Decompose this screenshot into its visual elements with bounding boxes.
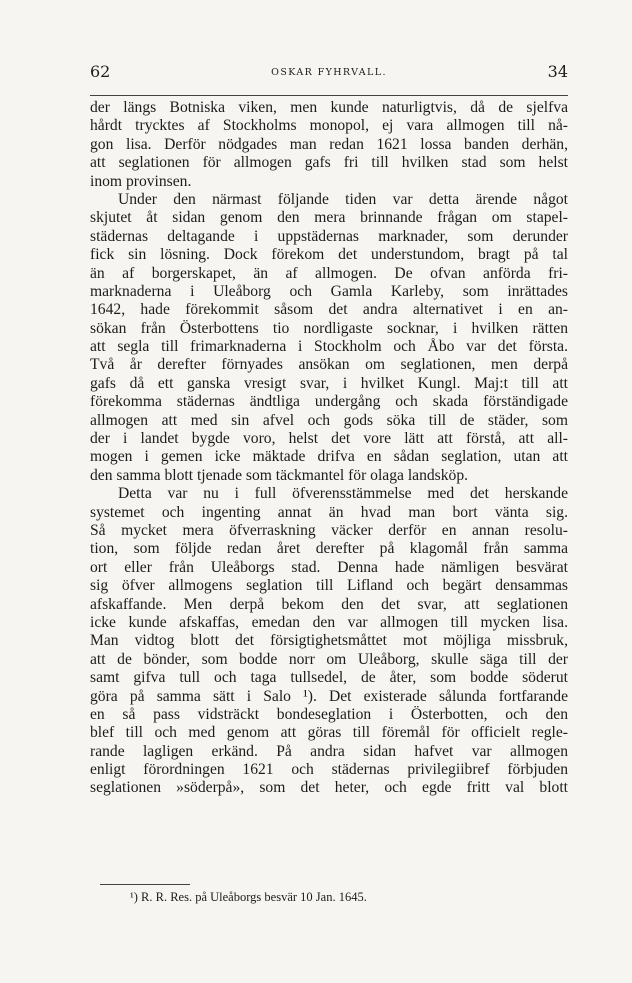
page-header bbox=[90, 62, 568, 86]
body-text bbox=[90, 99, 568, 798]
text-line: att de bönder, som bodde norr om Uleåborg, skulle säga till der bbox=[90, 650, 568, 668]
text-line: sökan från Österbottens tio nordligaste socknar, i hvilken rätten bbox=[90, 319, 568, 337]
text-line: Detta var nu i full öfverensstämmelse med det herskande bbox=[118, 485, 568, 503]
page-number-right: 34 bbox=[547, 62, 568, 81]
text-line: än af borgerskapet, än af allmogen. De ofvan anförda fri- bbox=[90, 264, 568, 282]
text-line: marknaderna i Uleåborg och Gamla Karleby, som inrättades bbox=[90, 282, 568, 300]
text-line: enligt förordningen 1621 och städernas privilegiibref förbjuden bbox=[90, 761, 568, 779]
footnote-rule bbox=[100, 884, 190, 885]
text-line: Så mycket mera öfverraskning väcker derför en annan resolu- bbox=[90, 521, 568, 539]
text-line: mogen i gemen icke mäktade drifva en sådan seglation, utan att bbox=[90, 448, 568, 466]
text-line: samt gifva tull och taga tullsedel, de åter, som bodde söderut bbox=[90, 669, 568, 687]
text-line: att segla till frimarknaderna i Stockholm och Åbo var det första. bbox=[90, 338, 568, 356]
text-line: der i landet bygde voro, helst det vore lätt att förstå, att all- bbox=[90, 430, 568, 448]
text-line: sig öfver allmogens seglation till Lifland och begärt densammas bbox=[90, 577, 568, 595]
text-line: förekomma städernas ändtliga undergång och skada förständigade bbox=[90, 393, 568, 411]
text-line: rande lagligen erkänd. På andra sidan hafvet var allmogen bbox=[90, 742, 568, 760]
text-line: ort eller från Uleåborgs stad. Denna hade nämligen besvärat bbox=[90, 558, 568, 576]
text-line: 1642, hade förekommit såsom det andra alternativet i en an- bbox=[90, 301, 568, 319]
text-line: tion, som följde redan året derefter på klagomål från samma bbox=[90, 540, 568, 558]
text-line: afskaffande. Men derpå bekom den det svar, att seglationen bbox=[90, 595, 568, 613]
text-line: att seglationen för allmogen gafs fri till hvilken stad som helst bbox=[90, 154, 568, 172]
header-rule bbox=[90, 95, 568, 96]
footnote: ¹) R. R. Res. på Uleåborgs besvär 10 Jan. 1645. bbox=[130, 890, 367, 904]
text-line: der längs Botniska viken, men kunde naturligtvis, då de sjelfva bbox=[90, 99, 568, 116]
text-line: blef till och med genom att göras till föremål för officielt regle- bbox=[90, 724, 568, 742]
text-line: Man vidtog blott det försigtighetsmåttet mot möjliga missbruk, bbox=[90, 632, 568, 650]
text-line: skjutet åt sidan genom den mera brinnande frågan om stapel- bbox=[90, 209, 568, 227]
page-number-left: 62 bbox=[90, 62, 111, 81]
text-line: seglationen »söderpå», som det heter, och egde fritt val blott bbox=[90, 779, 568, 797]
text-line: Under den närmast följande tiden var detta ärende något bbox=[118, 190, 568, 208]
text-line: gon lisa. Derför nödgades man redan 1621 lossa banden derhän, bbox=[90, 135, 568, 153]
text-line: städernas deltagande i uppstädernas marknader, som derunder bbox=[90, 227, 568, 245]
text-line: icke kunde afskaffas, emedan den var allmogen till mycken lisa. bbox=[90, 613, 568, 631]
text-line: allmogen att med sin afvel och gods söka till de städer, som bbox=[90, 411, 568, 429]
text-line: göra på samma sätt i Salo ¹). Det existerade sålunda fortfarande bbox=[90, 687, 568, 705]
text-line: inom provinsen. bbox=[90, 172, 192, 190]
text-line: en så pass vidsträckt bondeseglation i Österbotten, och den bbox=[90, 705, 568, 723]
running-head: OSKAR FYHRVALL. bbox=[271, 67, 387, 78]
text-line: den samma blott tjenade som täckmantel för olaga landsköp. bbox=[90, 466, 469, 484]
text-line: fick sin lösning. Dock förekom det understundom, bragt på tal bbox=[90, 246, 568, 264]
text-line: Två år derefter förnyades ansökan om seglationen, men derpå bbox=[90, 356, 568, 374]
text-line: systemet och ingenting annat än hvad man bort vänta sig. bbox=[90, 503, 568, 521]
text-line: gafs då ett ganska vresigt svar, i hvilket Kungl. Maj:t till att bbox=[90, 374, 568, 392]
text-line: hårdt trycktes af Stockholms monopol, ej vara allmogen till nå- bbox=[90, 117, 568, 135]
